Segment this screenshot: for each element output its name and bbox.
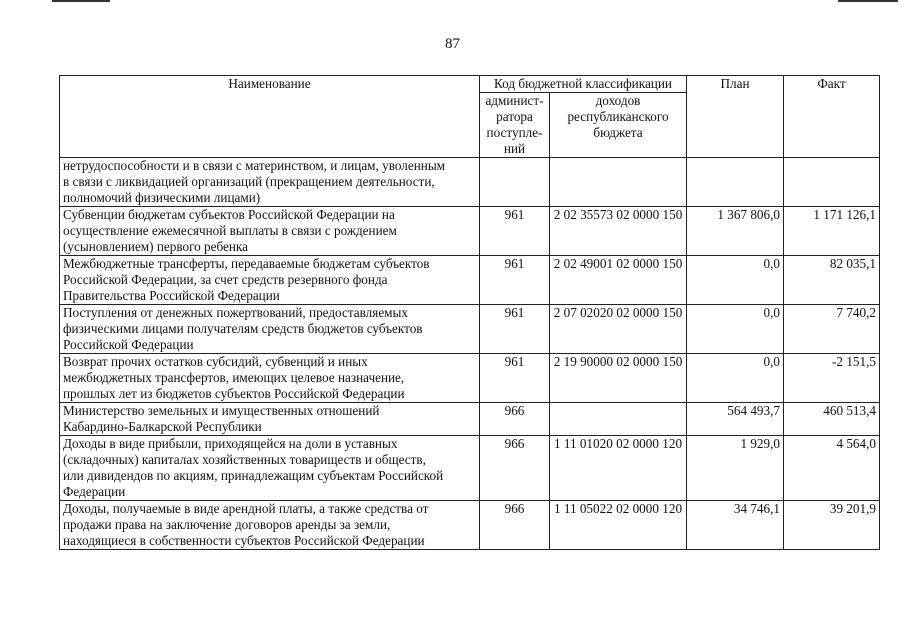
header-revenue-line: республиканского [567, 109, 669, 124]
row-name-line: прошлых лет из бюджетов субъектов Российской Федерации [63, 386, 405, 401]
table-row [60, 158, 880, 207]
header-administrator-line: админист- [485, 93, 544, 108]
header-administrator-line: ратора [496, 109, 533, 124]
table-row [60, 207, 880, 256]
row-fact-value: 4 564,0 [784, 436, 880, 501]
row-plan-value: 0,0 [687, 305, 784, 354]
row-name-line: (складочных) капиталах хозяйственных товариществ и обществ, [63, 452, 426, 467]
row-administrator-code: 961 [480, 207, 550, 256]
header-name: Наименование [60, 76, 480, 158]
row-administrator-code: 961 [480, 305, 550, 354]
row-fact-value: 82 035,1 [784, 256, 880, 305]
page-number: 87 [445, 36, 460, 52]
row-plan-value: 0,0 [687, 354, 784, 403]
table-row [60, 256, 880, 305]
row-classification-code: 2 19 90000 02 0000 150 [550, 354, 687, 403]
table-row [60, 501, 880, 550]
row-name-line: Российской Федерации [63, 337, 194, 352]
row-name-line: Российской Федерации, за счет средств резервного фонда [63, 272, 388, 287]
row-classification-code: 1 11 05022 02 0000 120 [550, 501, 687, 550]
header-plan: План [687, 76, 784, 158]
row-name [60, 158, 480, 207]
row-name-line: в связи с ликвидацией организаций (прекращением деятельности, [63, 174, 435, 189]
row-plan-value [687, 158, 784, 207]
row-name-line: Доходы в виде прибыли, приходящейся на доли в уставных [63, 436, 398, 451]
row-name-line: Министерство земельных и имущественных отношений [63, 403, 380, 418]
row-name [60, 501, 480, 550]
table-row [60, 354, 880, 403]
row-administrator-code [480, 158, 550, 207]
row-name-line: (усыновлением) первого ребенка [63, 239, 248, 254]
row-name-line: или дивидендов по акциям, принадлежащим субъектам Российской [63, 468, 444, 483]
row-plan-value: 1 929,0 [687, 436, 784, 501]
row-administrator-code: 961 [480, 256, 550, 305]
row-name [60, 305, 480, 354]
row-fact-value: 7 740,2 [784, 305, 880, 354]
row-name-line: продажи права на заключение договоров аренды за земли, [63, 517, 391, 532]
row-classification-code [550, 403, 687, 436]
header-fact: Факт [784, 76, 880, 158]
row-name-line: Кабардино-Балкарской Республики [63, 419, 262, 434]
row-classification-code: 2 02 49001 02 0000 150 [550, 256, 687, 305]
row-name-line: Федерации [63, 484, 126, 499]
row-fact-value: 39 201,9 [784, 501, 880, 550]
table-row [60, 436, 880, 501]
header-administrator-line: поступле- [486, 125, 543, 140]
table-header [60, 76, 880, 158]
scan-edge-right [838, 0, 898, 2]
row-classification-code: 1 11 01020 02 0000 120 [550, 436, 687, 501]
row-name-line: Субвенции бюджетам субъектов Российской Федерации на [63, 207, 395, 222]
budget-table [59, 75, 880, 550]
row-name-line: Поступления от денежных пожертвований, предоставляемых [63, 305, 408, 320]
table-body [60, 158, 880, 550]
header-administrator-line: ний [503, 141, 526, 156]
row-administrator-code: 966 [480, 501, 550, 550]
row-name [60, 436, 480, 501]
row-name-line: Правительства Российской Федерации [63, 288, 280, 303]
row-name-line: Доходы, получаемые в виде арендной платы, а также средства от [63, 501, 429, 516]
header-revenue-line: доходов [595, 93, 641, 108]
row-name-line: Возврат прочих остатков субсидий, субвенций и иных [63, 354, 368, 369]
row-fact-value: -2 151,5 [784, 354, 880, 403]
row-name [60, 354, 480, 403]
header-revenue-line: бюджета [593, 125, 643, 140]
row-plan-value: 564 493,7 [687, 403, 784, 436]
scan-edge-left [52, 0, 110, 2]
row-administrator-code: 966 [480, 403, 550, 436]
row-fact-value: 1 171 126,1 [784, 207, 880, 256]
row-name-line: Межбюджетные трансферты, передаваемые бюджетам субъектов [63, 256, 430, 271]
row-classification-code: 2 02 35573 02 0000 150 [550, 207, 687, 256]
row-name [60, 207, 480, 256]
row-name [60, 403, 480, 436]
row-name-line: полномочий физическими лицами) [63, 190, 261, 205]
row-plan-value: 0,0 [687, 256, 784, 305]
row-classification-code: 2 07 02020 02 0000 150 [550, 305, 687, 354]
header-administrator [480, 93, 550, 158]
row-name-line: осуществление ежемесячной выплаты в связи с рождением [63, 223, 397, 238]
row-fact-value: 460 513,4 [784, 403, 880, 436]
row-classification-code [550, 158, 687, 207]
row-plan-value: 1 367 806,0 [687, 207, 784, 256]
header-code-group: Код бюджетной классификации [480, 76, 687, 93]
header-revenue [550, 93, 687, 158]
row-administrator-code: 961 [480, 354, 550, 403]
row-name-line: межбюджетных трансфертов, имеющих целевое назначение, [63, 370, 405, 385]
table-row [60, 305, 880, 354]
row-administrator-code: 966 [480, 436, 550, 501]
table-row [60, 403, 880, 436]
header-row-1 [60, 76, 880, 93]
row-name [60, 256, 480, 305]
row-name-line: находящиеся в собственности субъектов Российской Федерации [63, 533, 425, 548]
row-name-line: физическими лицами получателям средств бюджетов субъектов [63, 321, 423, 336]
row-plan-value: 34 746,1 [687, 501, 784, 550]
row-name-line: нетрудоспособности и в связи с материнством, и лицам, уволенным [63, 158, 446, 173]
row-fact-value [784, 158, 880, 207]
